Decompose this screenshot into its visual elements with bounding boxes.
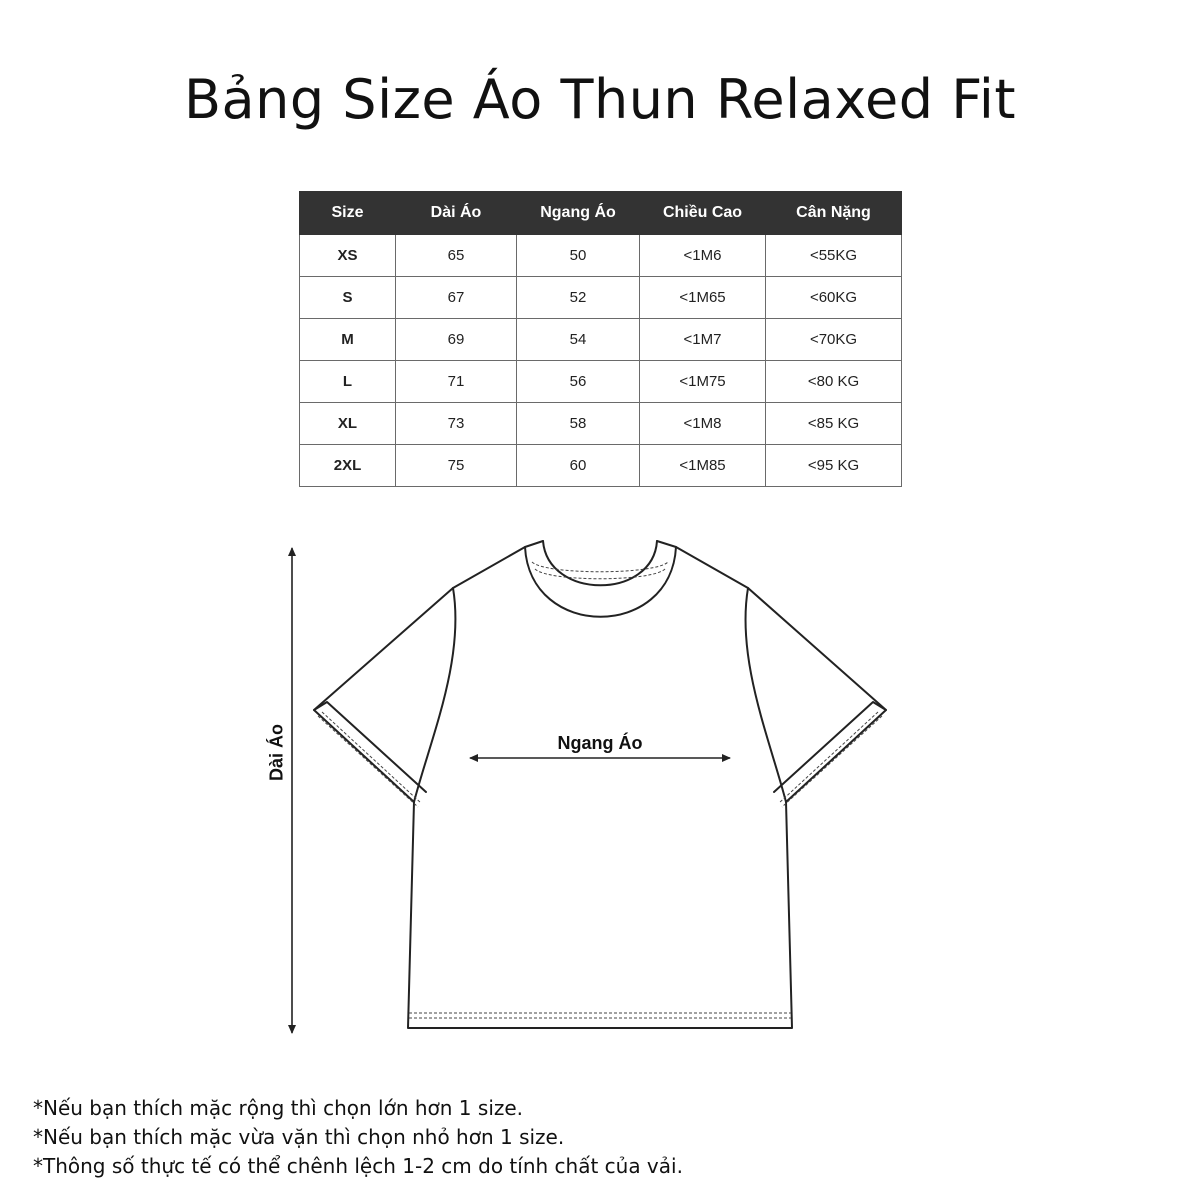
height-cell: <1M65 [640, 277, 766, 319]
note-line: *Thông số thực tế có thể chênh lệch 1-2 cm do tính chất của vải. [33, 1154, 683, 1178]
header-weight: Cân Nặng [766, 192, 902, 235]
tshirt-outline-icon [314, 541, 886, 1028]
table-row [300, 235, 902, 277]
width-cell: 60 [517, 445, 640, 487]
width-cell: 56 [517, 361, 640, 403]
height-cell: <1M6 [640, 235, 766, 277]
weight-cell: <55KG [766, 235, 902, 277]
height-cell: <1M75 [640, 361, 766, 403]
length-cell: 67 [396, 277, 517, 319]
header-width: Ngang Áo [517, 192, 640, 235]
table-row [300, 277, 902, 319]
weight-cell: <80 KG [766, 361, 902, 403]
length-cell: 65 [396, 235, 517, 277]
width-measure-label: Ngang Áo [557, 733, 643, 753]
weight-cell: <60KG [766, 277, 902, 319]
length-cell: 75 [396, 445, 517, 487]
table-row [300, 403, 902, 445]
header-size: Size [300, 192, 396, 235]
length-measure-label: Dài Áo [266, 724, 287, 782]
weight-cell: <70KG [766, 319, 902, 361]
size-cell: S [300, 277, 396, 319]
header-length: Dài Áo [396, 192, 517, 235]
table-row [300, 361, 902, 403]
page-title: Bảng Size Áo Thun Relaxed Fit [183, 68, 1016, 131]
header-height: Chiều Cao [640, 192, 766, 235]
table-row [300, 319, 902, 361]
length-cell: 71 [396, 361, 517, 403]
size-chart-table [299, 191, 902, 487]
note-line: *Nếu bạn thích mặc rộng thì chọn lớn hơn 1 size. [33, 1096, 524, 1120]
width-cell: 52 [517, 277, 640, 319]
height-cell: <1M7 [640, 319, 766, 361]
size-cell: XS [300, 235, 396, 277]
table-header-row [300, 192, 902, 235]
size-cell: L [300, 361, 396, 403]
height-cell: <1M85 [640, 445, 766, 487]
stitch-lines [318, 562, 882, 1018]
note-line: *Nếu bạn thích mặc vừa vặn thì chọn nhỏ hơn 1 size. [33, 1125, 565, 1149]
width-cell: 58 [517, 403, 640, 445]
width-cell: 50 [517, 235, 640, 277]
width-cell: 54 [517, 319, 640, 361]
height-cell: <1M8 [640, 403, 766, 445]
weight-cell: <95 KG [766, 445, 902, 487]
length-cell: 73 [396, 403, 517, 445]
notes-section [33, 1094, 683, 1181]
length-cell: 69 [396, 319, 517, 361]
table-row [300, 445, 902, 487]
weight-cell: <85 KG [766, 403, 902, 445]
size-cell: 2XL [300, 445, 396, 487]
size-cell: XL [300, 403, 396, 445]
size-cell: M [300, 319, 396, 361]
